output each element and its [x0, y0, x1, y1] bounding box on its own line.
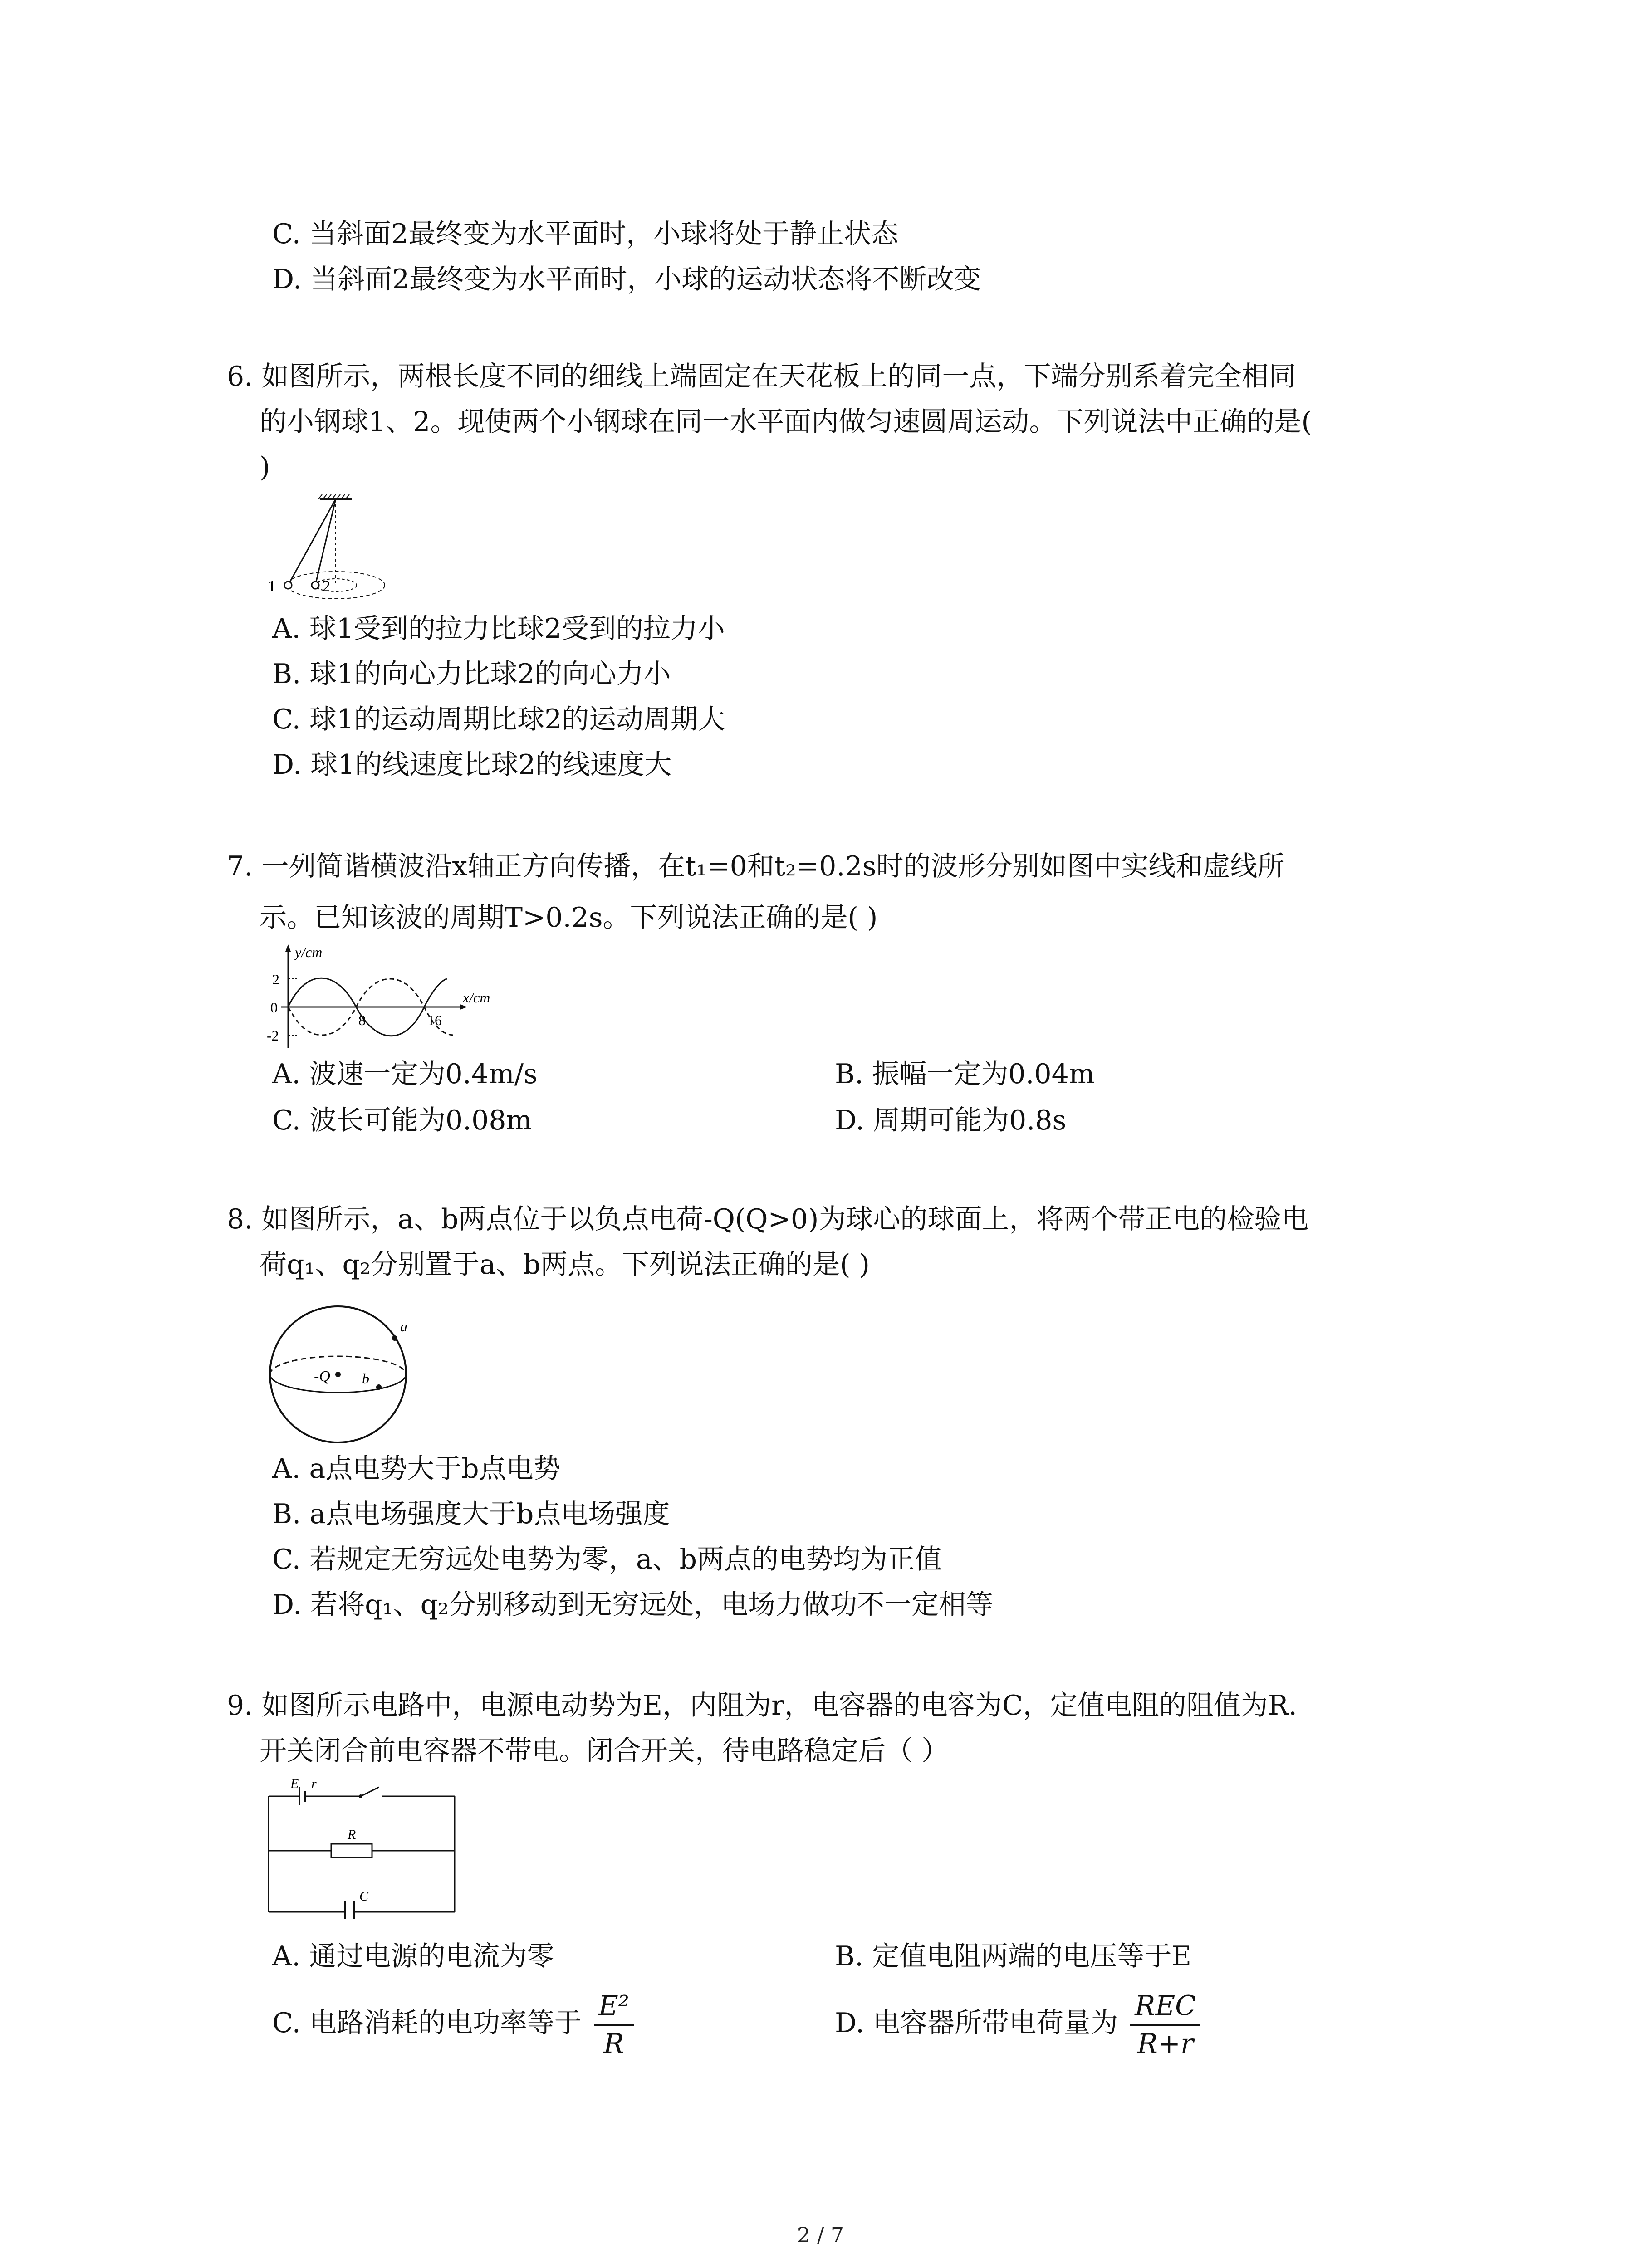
q9-option-c-numerator: E² [594, 1988, 634, 2026]
q8-charge-label: -Q [314, 1368, 330, 1385]
q8-option-a: A. a点电势大于b点电势 [272, 1453, 561, 1485]
option-c-prev: C. 当斜面2最终变为水平面时，小球将处于静止状态 [272, 218, 899, 250]
q9-option-d [835, 1987, 1200, 2062]
q7-option-a: A. 波速一定为0.4m/s [272, 1058, 538, 1090]
q7-option-d: D. 周期可能为0.8s [835, 1105, 1067, 1136]
q9-option-c-fraction [594, 1988, 634, 2062]
q6-option-a: A. 球1受到的拉力比球2受到的拉力小 [272, 613, 725, 645]
q6-option-c: C. 球1的运动周期比球2的运动周期大 [272, 704, 725, 735]
q7-tick-0: 0 [270, 999, 278, 1016]
q9-label-capacitor: C [359, 1889, 369, 1904]
q9-option-d-denominator: R+r [1137, 2028, 1194, 2060]
q9-label-e: E [290, 1778, 299, 1791]
q9-option-c [272, 1987, 634, 2062]
q7-stem-line2: 示。已知该波的周期T>0.2s。下列说法正确的是( ) [260, 902, 878, 934]
q6-fig-label-2: 2 [322, 577, 330, 595]
q8-option-c: C. 若规定无穷远处电势为零，a、b两点的电势均为正值 [272, 1544, 942, 1575]
q6-option-d: D. 球1的线速度比球2的线速度大 [272, 749, 672, 781]
q6-stem-line3: ) [260, 451, 270, 483]
q9-option-d-fraction [1130, 1988, 1200, 2062]
q9-circuit-diagram [263, 1778, 463, 1919]
q7-x-axis-label: x/cm [463, 989, 490, 1006]
q7-stem-line1: 7. 一列简谐横波沿x轴正方向传播，在t₁=0和t₂=0.2s时的波形分别如图中实线和虚线所 [227, 850, 1285, 882]
q9-option-d-text: D. 电容器所带电荷量为 [835, 2007, 1118, 2039]
q7-option-b: B. 振幅一定为0.04m [835, 1058, 1095, 1090]
q7-option-c: C. 波长可能为0.08m [272, 1105, 532, 1136]
q8-point-a-label: a [400, 1318, 407, 1334]
q9-option-c-denominator: R [603, 2028, 624, 2060]
page-number: 2 / 7 [797, 2223, 844, 2247]
q9-label-resistor: R [348, 1827, 356, 1842]
q9-option-c-text: C. 电路消耗的电功率等于 [272, 2007, 582, 2039]
q9-option-a: A. 通过电源的电流为零 [272, 1941, 554, 1972]
q9-stem-line1: 9. 如图所示电路中，电源电动势为E，内阻为r，电容器的电容为C，定值电阻的阻值为R. [227, 1690, 1297, 1721]
q8-stem-line1: 8. 如图所示，a、b两点位于以负点电荷-Q(Q>0)为球心的球面上，将两个带正电的检验电 [227, 1203, 1309, 1235]
q8-sphere-figure [263, 1302, 417, 1447]
q6-stem-line1: 6. 如图所示，两根长度不同的细线上端固定在天花板上的同一点，下端分别系着完全相同 [227, 361, 1296, 392]
q9-option-d-numerator: REC [1130, 1988, 1200, 2026]
q8-option-d: D. 若将q₁、q₂分别移动到无穷远处，电场力做功不一定相等 [272, 1589, 994, 1621]
q8-point-b-label: b [362, 1370, 369, 1387]
q6-stem-line2: 的小钢球1、2。现使两个小钢球在同一水平面内做匀速圆周运动。下列说法中正确的是( [260, 406, 1312, 438]
q9-stem-line2: 开关闭合前电容器不带电。闭合开关，待电路稳定后（ ） [260, 1735, 949, 1767]
q7-wave-graph [263, 943, 508, 1052]
q9-option-b: B. 定值电阻两端的电压等于E [835, 1941, 1192, 1972]
q9-label-r: r [311, 1778, 317, 1791]
q6-option-b: B. 球1的向心力比球2的向心力小 [272, 658, 671, 690]
q8-option-b: B. a点电场强度大于b点电场强度 [272, 1498, 670, 1530]
q8-stem-line2: 荷q₁、q₂分别置于a、b两点。下列说法正确的是( ) [260, 1249, 870, 1281]
q7-tick-neg2: -2 [267, 1027, 279, 1044]
q6-fig-label-1: 1 [268, 577, 276, 595]
q7-tick-2: 2 [272, 971, 279, 987]
q7-tick-8: 8 [358, 1012, 366, 1028]
q7-y-axis-label: y/cm [295, 944, 323, 960]
q6-pendulum-figure [263, 494, 404, 612]
option-d-prev: D. 当斜面2最终变为水平面时，小球的运动状态将不断改变 [272, 264, 981, 295]
q7-tick-16: 16 [427, 1012, 442, 1028]
